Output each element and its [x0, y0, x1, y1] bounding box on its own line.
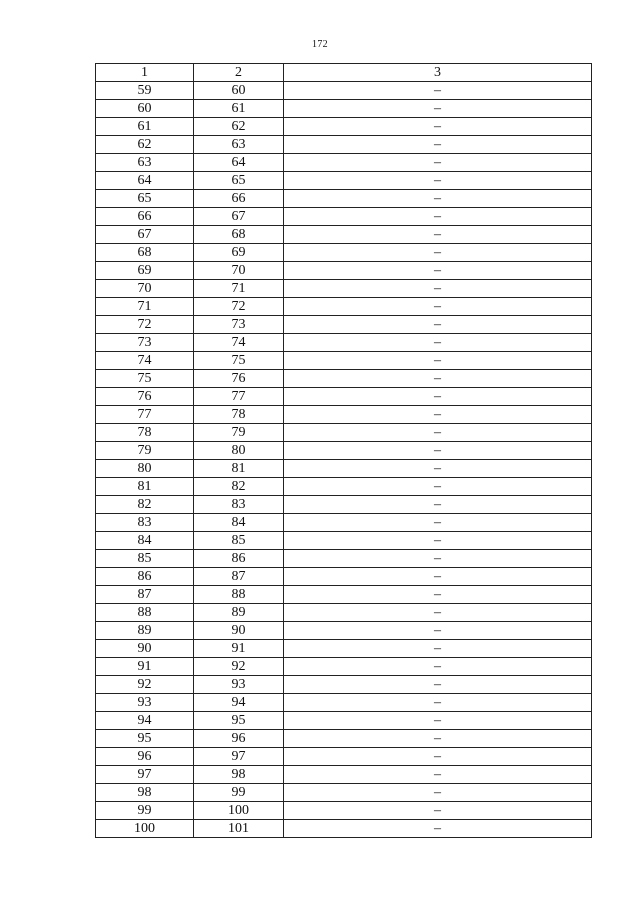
table-row — [96, 244, 592, 262]
table-cell-col-2: 72 — [194, 298, 284, 316]
data-table — [95, 63, 592, 838]
table-cell-col-3: – — [284, 244, 592, 262]
table-cell-col-1: 68 — [96, 244, 194, 262]
table-cell-col-3: – — [284, 676, 592, 694]
table-row — [96, 604, 592, 622]
table-row — [96, 154, 592, 172]
table-row — [96, 550, 592, 568]
table-cell-col-3: – — [284, 226, 592, 244]
table-cell-col-3: – — [284, 370, 592, 388]
table-cell-col-2: 78 — [194, 406, 284, 424]
table-cell-col-2: 76 — [194, 370, 284, 388]
table-cell-col-2: 91 — [194, 640, 284, 658]
table-cell-col-1: 79 — [96, 442, 194, 460]
table-cell-col-1: 94 — [96, 712, 194, 730]
table-cell-col-1: 97 — [96, 766, 194, 784]
table-cell-col-2: 75 — [194, 352, 284, 370]
table-row — [96, 370, 592, 388]
table-row — [96, 676, 592, 694]
table-cell-col-2: 60 — [194, 82, 284, 100]
table-row — [96, 208, 592, 226]
table-cell-col-2: 90 — [194, 622, 284, 640]
table-cell-col-2: 62 — [194, 118, 284, 136]
table-row — [96, 136, 592, 154]
table-cell-col-1: 75 — [96, 370, 194, 388]
table-cell-col-1: 74 — [96, 352, 194, 370]
table-row — [96, 586, 592, 604]
table-cell-col-1: 100 — [96, 820, 194, 838]
table-cell-col-3: – — [284, 604, 592, 622]
table-cell-col-3: – — [284, 190, 592, 208]
table-cell-col-2: 65 — [194, 172, 284, 190]
table-cell-col-1: 60 — [96, 100, 194, 118]
table-row — [96, 622, 592, 640]
table-cell-col-3: – — [284, 694, 592, 712]
table-cell-col-1: 95 — [96, 730, 194, 748]
table-cell-col-1: 72 — [96, 316, 194, 334]
table-cell-col-2: 68 — [194, 226, 284, 244]
table-cell-col-2: 61 — [194, 100, 284, 118]
table-cell-col-3: – — [284, 172, 592, 190]
table-row — [96, 640, 592, 658]
table-cell-col-3: – — [284, 532, 592, 550]
table-row — [96, 802, 592, 820]
table-cell-col-3: – — [284, 262, 592, 280]
table-cell-col-3: – — [284, 766, 592, 784]
table-cell-col-2: 70 — [194, 262, 284, 280]
table-row — [96, 118, 592, 136]
table-row — [96, 298, 592, 316]
table-cell-col-2: 69 — [194, 244, 284, 262]
table-cell-col-1: 86 — [96, 568, 194, 586]
table-cell-col-1: 61 — [96, 118, 194, 136]
table-cell-col-2: 94 — [194, 694, 284, 712]
table-row — [96, 226, 592, 244]
table-cell-col-2: 74 — [194, 334, 284, 352]
table-cell-col-2: 96 — [194, 730, 284, 748]
column-header-3: 3 — [284, 64, 592, 82]
table-row — [96, 478, 592, 496]
table-cell-col-2: 64 — [194, 154, 284, 172]
table-row — [96, 388, 592, 406]
table-cell-col-1: 80 — [96, 460, 194, 478]
table-cell-col-3: – — [284, 298, 592, 316]
table-row — [96, 532, 592, 550]
table-cell-col-2: 95 — [194, 712, 284, 730]
table-cell-col-1: 87 — [96, 586, 194, 604]
table-cell-col-3: – — [284, 550, 592, 568]
table-cell-col-1: 59 — [96, 82, 194, 100]
table-cell-col-2: 93 — [194, 676, 284, 694]
table-cell-col-1: 77 — [96, 406, 194, 424]
table-cell-col-2: 71 — [194, 280, 284, 298]
table-row — [96, 442, 592, 460]
page-number: 172 — [312, 39, 328, 50]
table-cell-col-3: – — [284, 820, 592, 838]
table-cell-col-2: 79 — [194, 424, 284, 442]
table-cell-col-3: – — [284, 100, 592, 118]
table-cell-col-2: 81 — [194, 460, 284, 478]
table-cell-col-1: 92 — [96, 676, 194, 694]
table-cell-col-2: 101 — [194, 820, 284, 838]
table-cell-col-3: – — [284, 334, 592, 352]
table-row — [96, 766, 592, 784]
table-row — [96, 658, 592, 676]
table-cell-col-1: 93 — [96, 694, 194, 712]
table-cell-col-3: – — [284, 460, 592, 478]
table-cell-col-2: 97 — [194, 748, 284, 766]
table-cell-col-3: – — [284, 622, 592, 640]
table-body — [96, 82, 592, 838]
table-cell-col-3: – — [284, 352, 592, 370]
table-row — [96, 730, 592, 748]
table-cell-col-3: – — [284, 478, 592, 496]
table-row — [96, 460, 592, 478]
table-cell-col-3: – — [284, 730, 592, 748]
table-row — [96, 316, 592, 334]
table-cell-col-1: 85 — [96, 550, 194, 568]
table-row — [96, 748, 592, 766]
table-cell-col-1: 65 — [96, 190, 194, 208]
table-cell-col-3: – — [284, 388, 592, 406]
table-row — [96, 172, 592, 190]
table-cell-col-1: 67 — [96, 226, 194, 244]
table-row — [96, 424, 592, 442]
table-cell-col-1: 96 — [96, 748, 194, 766]
table-cell-col-2: 98 — [194, 766, 284, 784]
table-cell-col-2: 82 — [194, 478, 284, 496]
table-cell-col-2: 100 — [194, 802, 284, 820]
table-cell-col-1: 91 — [96, 658, 194, 676]
table-row — [96, 100, 592, 118]
table-cell-col-1: 89 — [96, 622, 194, 640]
table-cell-col-2: 83 — [194, 496, 284, 514]
table-cell-col-3: – — [284, 280, 592, 298]
table-row — [96, 694, 592, 712]
table-cell-col-1: 84 — [96, 532, 194, 550]
table-cell-col-3: – — [284, 316, 592, 334]
table-cell-col-2: 87 — [194, 568, 284, 586]
table-cell-col-2: 73 — [194, 316, 284, 334]
table-cell-col-3: – — [284, 802, 592, 820]
table-cell-col-3: – — [284, 784, 592, 802]
table-cell-col-3: – — [284, 568, 592, 586]
table-row — [96, 712, 592, 730]
table-cell-col-1: 62 — [96, 136, 194, 154]
table-cell-col-3: – — [284, 514, 592, 532]
table-row — [96, 280, 592, 298]
table-cell-col-2: 99 — [194, 784, 284, 802]
table-cell-col-3: – — [284, 442, 592, 460]
table-cell-col-1: 76 — [96, 388, 194, 406]
table-cell-col-3: – — [284, 136, 592, 154]
table-cell-col-1: 70 — [96, 280, 194, 298]
table-cell-col-3: – — [284, 640, 592, 658]
table-cell-col-2: 85 — [194, 532, 284, 550]
table-row — [96, 514, 592, 532]
table-row — [96, 352, 592, 370]
table-row — [96, 334, 592, 352]
table-cell-col-3: – — [284, 118, 592, 136]
column-header-1: 1 — [96, 64, 194, 82]
table-cell-col-1: 81 — [96, 478, 194, 496]
table-cell-col-3: – — [284, 658, 592, 676]
table-cell-col-1: 69 — [96, 262, 194, 280]
table-row — [96, 784, 592, 802]
table-cell-col-2: 63 — [194, 136, 284, 154]
table-cell-col-2: 84 — [194, 514, 284, 532]
table-cell-col-3: – — [284, 154, 592, 172]
table-cell-col-3: – — [284, 82, 592, 100]
table-cell-col-1: 99 — [96, 802, 194, 820]
table-cell-col-2: 86 — [194, 550, 284, 568]
table-cell-col-2: 92 — [194, 658, 284, 676]
table-cell-col-2: 66 — [194, 190, 284, 208]
table-cell-col-3: – — [284, 496, 592, 514]
table-cell-col-1: 98 — [96, 784, 194, 802]
table-cell-col-1: 71 — [96, 298, 194, 316]
table-cell-col-1: 88 — [96, 604, 194, 622]
table-row — [96, 406, 592, 424]
table-cell-col-1: 63 — [96, 154, 194, 172]
column-header-2: 2 — [194, 64, 284, 82]
table-cell-col-1: 66 — [96, 208, 194, 226]
table-header — [96, 64, 592, 82]
table-cell-col-3: – — [284, 586, 592, 604]
table-cell-col-1: 78 — [96, 424, 194, 442]
header-row — [96, 64, 592, 82]
table-cell-col-1: 73 — [96, 334, 194, 352]
table-cell-col-3: – — [284, 406, 592, 424]
table-cell-col-1: 90 — [96, 640, 194, 658]
table-cell-col-3: – — [284, 208, 592, 226]
table-cell-col-3: – — [284, 712, 592, 730]
table-row — [96, 190, 592, 208]
table-cell-col-2: 88 — [194, 586, 284, 604]
table-row — [96, 82, 592, 100]
table-cell-col-2: 80 — [194, 442, 284, 460]
table-cell-col-3: – — [284, 748, 592, 766]
table-cell-col-1: 82 — [96, 496, 194, 514]
table-row — [96, 820, 592, 838]
table-row — [96, 262, 592, 280]
table-cell-col-1: 83 — [96, 514, 194, 532]
table-cell-col-2: 89 — [194, 604, 284, 622]
table-cell-col-2: 67 — [194, 208, 284, 226]
table-cell-col-3: – — [284, 424, 592, 442]
table-row — [96, 568, 592, 586]
table-cell-col-2: 77 — [194, 388, 284, 406]
table-row — [96, 496, 592, 514]
table-cell-col-1: 64 — [96, 172, 194, 190]
